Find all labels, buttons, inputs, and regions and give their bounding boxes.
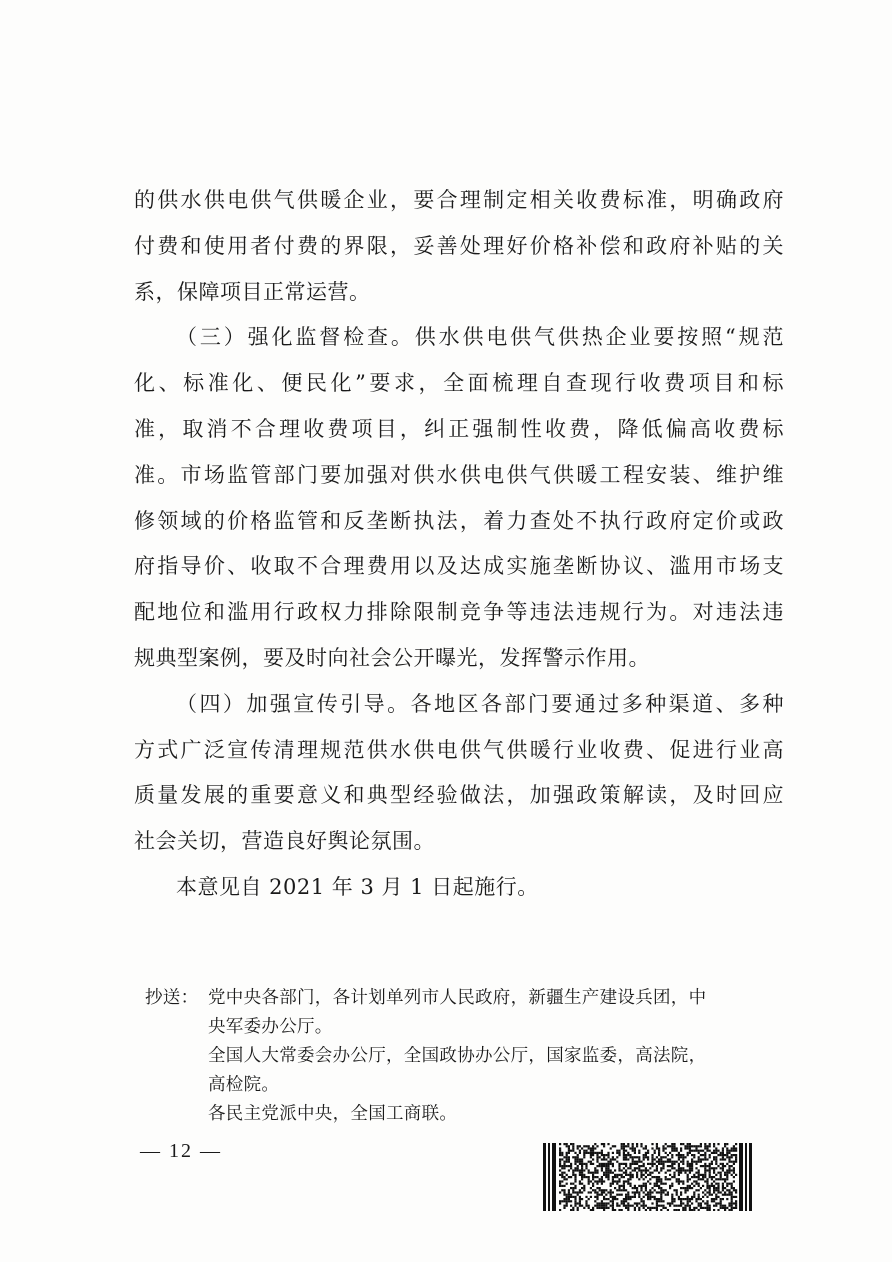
effective-date-line: 本意见自 2021 年 3 月 1 日起施行。 — [176, 874, 539, 899]
copy-to-line: 各民主党派中央，全国工商联。 — [208, 1104, 458, 1124]
text-line: 配地位和滥用行政权力排除限制竞争等违法违规行为。对违法违 — [134, 600, 784, 625]
text-line: 修领域的价格监管和反垄断执法，着力查处不执行政府定价或政 — [134, 508, 784, 533]
copy-to-line: 党中央各部门，各计划单列市人民政府，新疆生产建设兵团，中 — [208, 988, 707, 1008]
text-line: 付费和使用者付费的界限，妥善处理好价格补偿和政府补贴的关 — [134, 233, 784, 258]
text-line: （四）加强宣传引导。各地区各部门要通过多种渠道、多种 — [176, 691, 784, 716]
text-line: 府指导价、收取不合理费用以及达成实施垄断协议、滥用市场支 — [134, 554, 784, 579]
body-text — [134, 178, 784, 911]
text-line: 化、标准化、便民化”要求，全面梳理自查现行收费项目和标 — [134, 371, 784, 396]
copy-to-line: 高检院。 — [208, 1075, 280, 1095]
copy-to-line: 央军委办公厅。 — [208, 1017, 333, 1037]
text-line: 社会关切，营造良好舆论氛围。 — [134, 829, 435, 854]
text-line: （三）强化监督检查。供水供电供气供热企业要按照“规范 — [176, 325, 784, 350]
text-line: 系，保障项目正常运营。 — [134, 279, 371, 304]
text-line: 规典型案例，要及时向社会公开曝光，发挥警示作用。 — [134, 645, 650, 670]
text-line: 准，取消不合理收费项目，纠正强制性收费，降低偏高收费标 — [134, 416, 784, 441]
text-line: 准。市场监管部门要加强对供水供电供气供暖工程安装、维护维 — [134, 462, 784, 487]
text-line: 的供水供电供气供暖企业，要合理制定相关收费标准，明确政府 — [134, 188, 784, 212]
copy-to-label: 抄送： — [145, 988, 199, 1008]
copy-to-block — [145, 984, 785, 1129]
page-number: — 12 — — [140, 1140, 222, 1162]
text-line: 方式广泛宣传清理规范供水供电供气供暖行业收费、促进行业高 — [134, 737, 784, 762]
barcode-image — [543, 1143, 753, 1211]
text-line: 质量发展的重要意义和典型经验做法，加强政策解读，及时回应 — [134, 783, 784, 808]
copy-to-line: 全国人大常委会办公厅，全国政协办公厅，国家监委，高法院， — [208, 1046, 707, 1066]
